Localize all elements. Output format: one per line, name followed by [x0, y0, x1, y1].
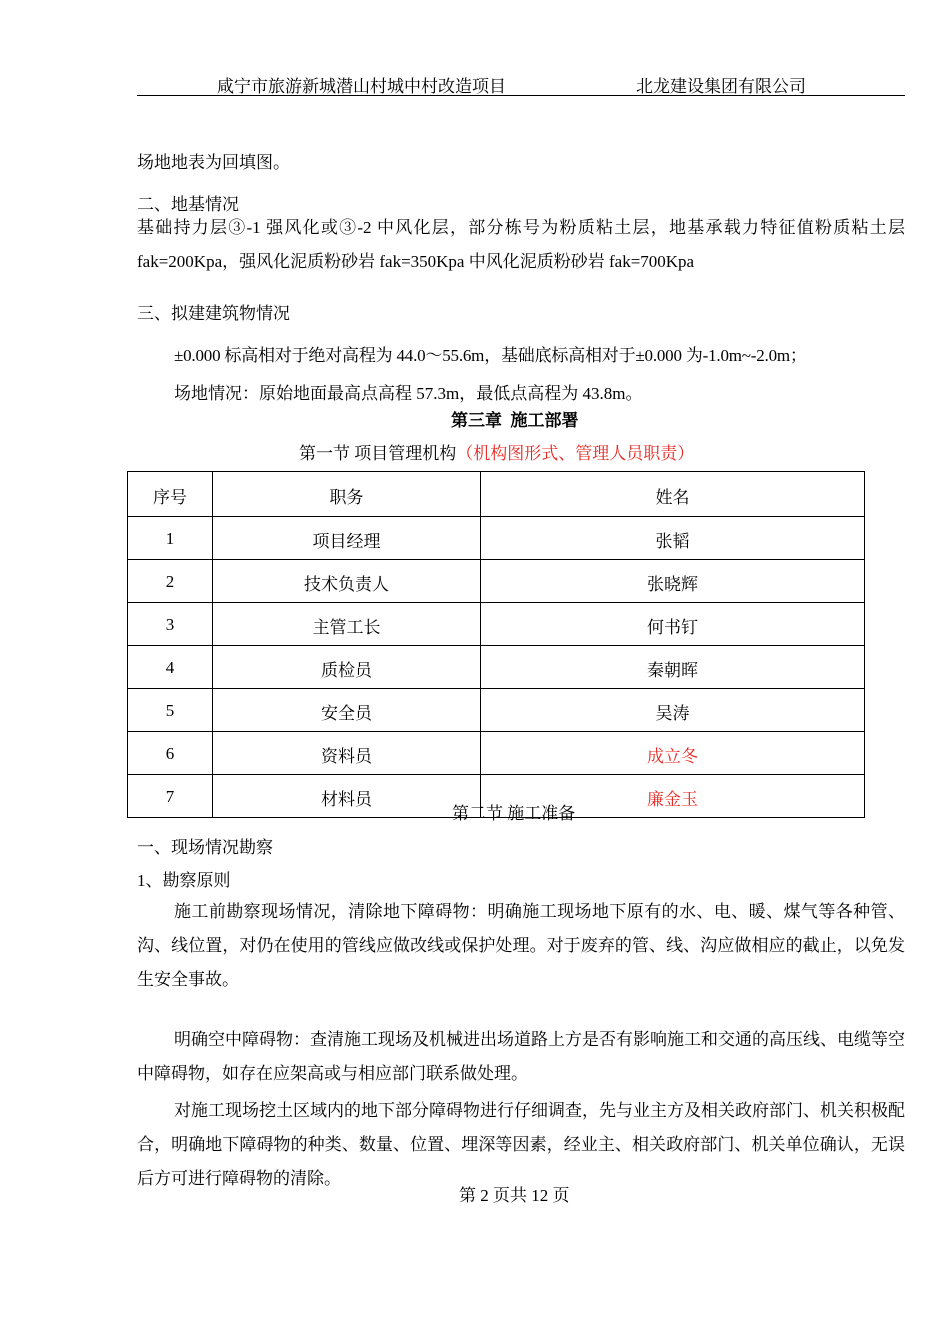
table-row [128, 689, 865, 732]
row-number: 6 [128, 732, 213, 775]
row-name: 张韬 [481, 517, 865, 560]
row-number: 1 [128, 517, 213, 560]
paragraph-site-surface: 场地地表为回填图。 [137, 153, 290, 172]
table-row [128, 603, 865, 646]
row-number: 7 [128, 775, 213, 818]
table-row [128, 732, 865, 775]
header-divider [137, 95, 905, 96]
row-name-highlighted: 成立冬 [481, 732, 865, 775]
section1-title [299, 439, 694, 464]
section2-title: 第二节 施工准备 [452, 804, 576, 823]
header-company-name: 北龙建设集团有限公司 [636, 77, 806, 96]
row-name: 吴涛 [481, 689, 865, 732]
chapter-title: 第三章 施工部署 [451, 411, 579, 430]
paragraph-elevation: ±0.000 标高相对于绝对高程为 44.0～55.6m，基础底标高相对于±0.000 为-1.0m~-2.0m； [174, 346, 807, 365]
row-role: 质检员 [213, 646, 481, 689]
table-row [128, 517, 865, 560]
column-header-role: 职务 [213, 472, 481, 517]
paragraph-underground-obstacles: 施工前勘察现场情况，清除地下障碍物：明确施工现场地下原有的水、电、暖、煤气等各种管、沟、线位置，对仍在使用的管线应做改线或保护处理。对于废弃的管、线、沟应做相应的截止，以免发生安全事故。 [137, 902, 905, 989]
column-header-no: 序号 [128, 472, 213, 517]
paragraph-site-condition: 场地情况：原始地面最高点高程 57.3m，最低点高程为 43.8m。 [174, 384, 643, 403]
row-number: 3 [128, 603, 213, 646]
paragraph-overhead-obstacles: 明确空中障碍物：查清施工现场及机械进出场道路上方是否有影响施工和交通的高压线、电缆等空中障碍物，如存在应架高或与相应部门联系做处理。 [137, 1030, 905, 1083]
page-number: 第 2 页共 12 页 [459, 1186, 570, 1205]
row-name: 何书钉 [481, 603, 865, 646]
section-foundation-title: 二、地基情况 [137, 195, 239, 214]
column-header-name: 姓名 [481, 472, 865, 517]
row-role: 项目经理 [213, 517, 481, 560]
row-number: 4 [128, 646, 213, 689]
row-role: 技术负责人 [213, 560, 481, 603]
site-survey-heading: 一、现场情况勘察 [137, 838, 273, 857]
row-role: 材料员 [213, 775, 481, 818]
section1-title-text: 第一节 项目管理机构 [299, 444, 457, 463]
staff-table [127, 471, 865, 818]
section1-title-note: （机构图形式、管理人员职责） [456, 444, 695, 463]
section-foundation-text: 基础持力层③-1 强风化或③-2 中风化层，部分栋号为粉质粘土层，地基承载力特征值粉质粘土层 fak=200Kpa，强风化泥质粉砂岩 fak=350Kpa 中风化泥质粉砂岩 fak=700Kpa [137, 218, 905, 271]
paragraph-excavation-survey: 对施工现场挖土区域内的地下部分障碍物进行仔细调查，先与业主方及相关政府部门、机关积极配合，明确地下障碍物的种类、数量、位置、埋深等因素，经业主、相关政府部门、机关单位确认，无误后方可进行障碍物的清除。 [137, 1101, 905, 1188]
table-row [128, 560, 865, 603]
header-project-name: 咸宁市旅游新城潜山村城中村改造项目 [217, 77, 506, 96]
row-name: 秦朝晖 [481, 646, 865, 689]
table-header-row [128, 472, 865, 517]
section-building-title: 三、拟建建筑物情况 [137, 304, 290, 323]
row-number: 5 [128, 689, 213, 732]
row-name-highlighted: 廉金玉 [481, 775, 865, 818]
table-row [128, 646, 865, 689]
row-number: 2 [128, 560, 213, 603]
survey-principle-heading: 1、勘察原则 [137, 871, 231, 890]
row-role: 主管工长 [213, 603, 481, 646]
row-role: 资料员 [213, 732, 481, 775]
row-name: 张晓辉 [481, 560, 865, 603]
row-role: 安全员 [213, 689, 481, 732]
